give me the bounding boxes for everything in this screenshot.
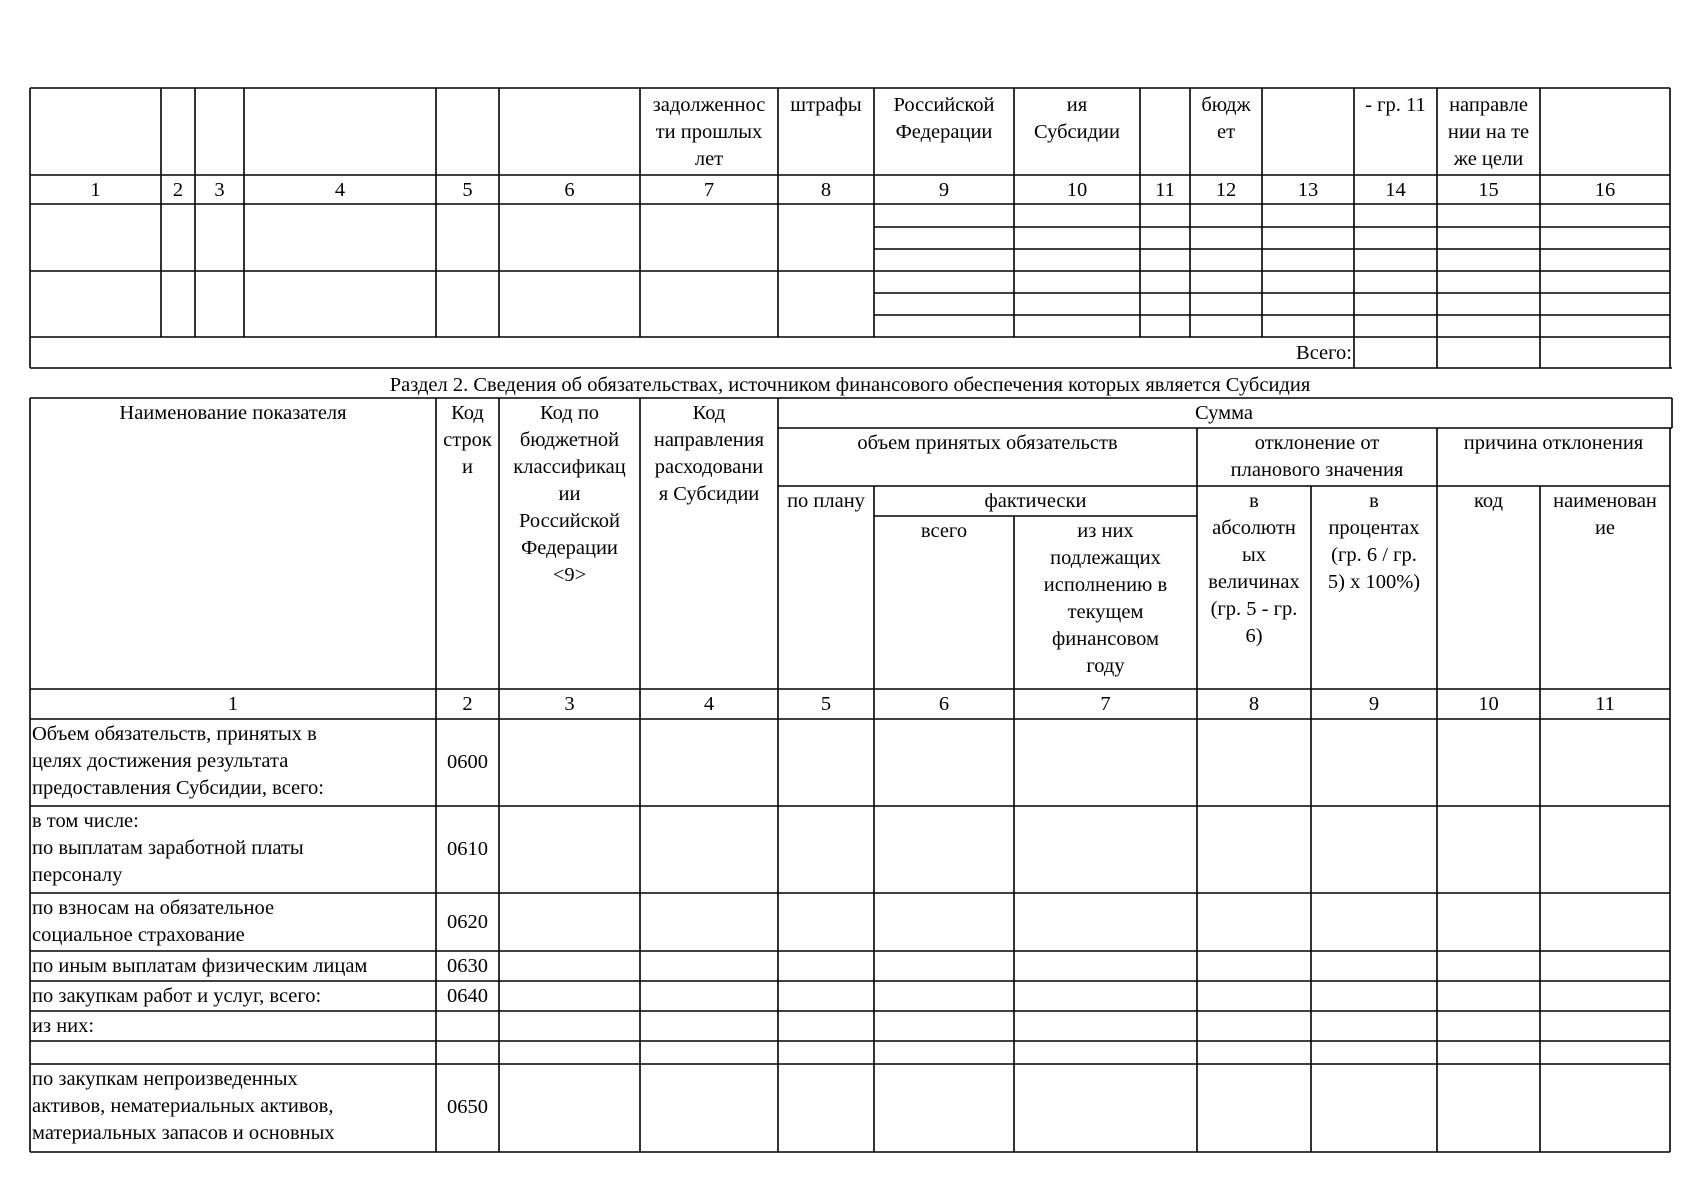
top-column-number: 9 [938, 179, 950, 201]
top-column-number: 13 [1297, 179, 1319, 201]
header-fines: штрафы [790, 94, 862, 116]
header-budget: бюдж ет [1201, 94, 1251, 143]
header-sum: Сумма [1194, 402, 1254, 424]
table-row-name: Объем обязательств, принятых в целях достижения результата предоставления Субсидии, всего: [32, 723, 324, 799]
top-column-number: 8 [820, 179, 832, 201]
table-row-name: в том числе: по выплатам заработной платы персоналу [32, 810, 304, 886]
section2-column-number: 10 [1478, 693, 1499, 715]
section2-column-number: 2 [462, 693, 473, 715]
header-col-11-formula: - гр. 11 [1365, 94, 1426, 116]
section2-column-number: 3 [564, 693, 575, 715]
table-row-code: 0640 [447, 985, 488, 1007]
header-deviation: отклонение от планового значения [1230, 432, 1404, 481]
header-percent: в процентах (гр. 6 / гр. 5) x 100%) [1327, 490, 1421, 593]
top-column-number: 6 [564, 179, 575, 201]
table-row-code: 0650 [447, 1096, 488, 1118]
section2-column-number: 9 [1368, 693, 1380, 715]
section2-column-number: 8 [1248, 693, 1260, 715]
section2-column-number: 7 [1100, 693, 1111, 715]
top-column-number: 16 [1594, 179, 1616, 201]
header-total: всего [920, 520, 968, 542]
top-column-number: 3 [214, 179, 225, 201]
section-2-title: Раздел 2. Сведения об обязательствах, источником финансового обеспечения которых является Субсидия [389, 374, 1311, 396]
header-by-plan: по плану [787, 490, 865, 512]
table-row-name: из них: [32, 1015, 95, 1037]
table-row-code: 0620 [447, 911, 488, 933]
header-line-code: Код строк и [443, 402, 492, 478]
header-direction-code: Код направления расходовани я Субсидии [653, 402, 765, 505]
total-label: Всего: [1296, 342, 1352, 364]
section2-column-number: 6 [938, 693, 950, 715]
top-column-number: 11 [1155, 179, 1175, 201]
table-row-name: по закупкам работ и услуг, всего: [32, 985, 322, 1007]
top-column-number: 4 [334, 179, 346, 201]
table-row-code: 0630 [447, 955, 488, 977]
top-column-number: 7 [703, 179, 715, 201]
header-overdue-debt: задолженнос ти прошлых лет [652, 94, 766, 170]
header-indicator-name: Наименование показателя [119, 402, 347, 424]
table-row-code: 0610 [447, 838, 488, 860]
table-row-name: по закупкам непроизведенных активов, нематериальных активов, материальных запасов и основных [32, 1068, 335, 1144]
header-same-purposes: направле нии на те же цели [1447, 94, 1530, 170]
section2-column-number: 11 [1595, 693, 1615, 715]
header-russian-federation: Российской Федерации [893, 94, 995, 143]
header-reason-code: код [1473, 490, 1503, 512]
header-of-which-current-year: из них подлежащих исполнению в текущем финансовом году [1043, 520, 1168, 677]
top-column-number: 15 [1478, 179, 1499, 201]
top-column-number: 2 [172, 179, 184, 201]
header-reason-name: наименован ие [1553, 490, 1657, 539]
table-row-code: 0600 [447, 751, 488, 773]
header-actual: фактически [984, 490, 1087, 512]
header-subsidy: ия Субсидии [1033, 94, 1120, 143]
top-column-number: 10 [1066, 179, 1088, 201]
section2-column-number: 1 [227, 693, 239, 715]
table-row-name: по взносам на обязательное социальное страхование [32, 897, 275, 946]
header-budget-classification-code: Код по бюджетной классификац ии Российской Федерации <9> [513, 402, 626, 586]
section2-column-number: 4 [703, 693, 715, 715]
section2-column-number: 5 [820, 693, 832, 715]
table-row-name: по иным выплатам физическим лицам [32, 955, 368, 977]
top-column-number: 5 [462, 179, 473, 201]
header-absolute: в абсолютн ых величинах (гр. 5 - гр. 6) [1208, 490, 1300, 647]
header-deviation-reason: причина отклонения [1463, 432, 1644, 454]
header-obligations-volume: объем принятых обязательств [857, 432, 1118, 454]
top-column-number: 14 [1385, 179, 1406, 201]
top-column-number: 12 [1215, 179, 1237, 201]
top-column-number: 1 [90, 179, 101, 201]
